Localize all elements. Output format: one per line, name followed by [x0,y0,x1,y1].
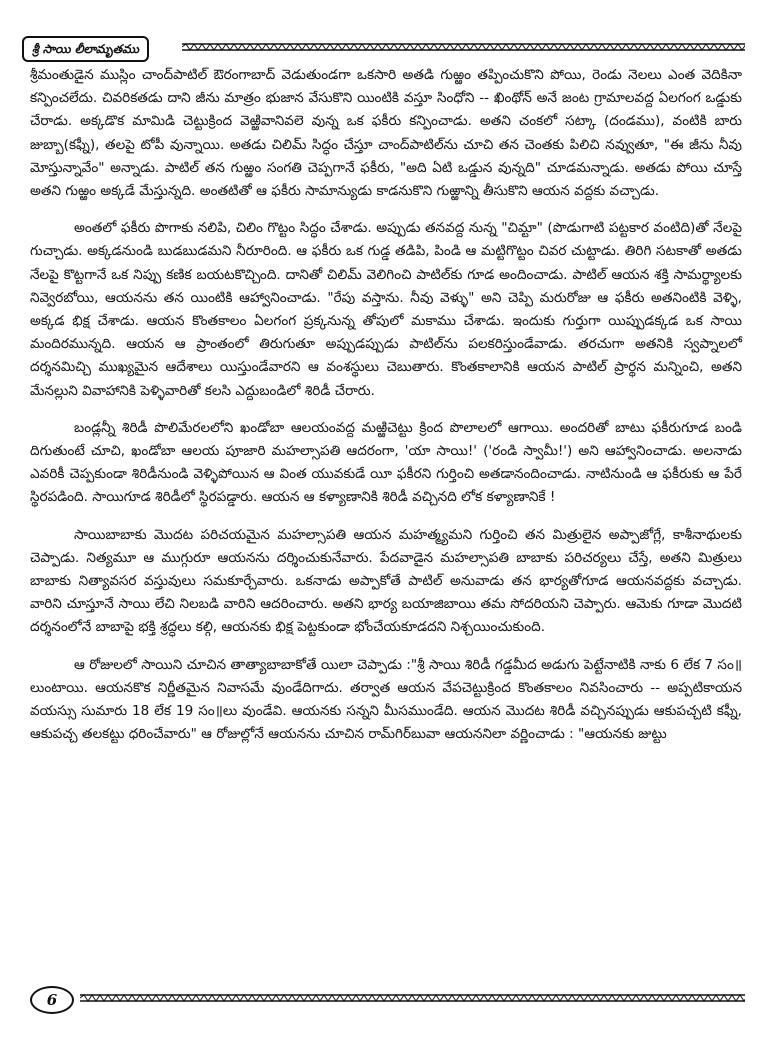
paragraph: బండ్లన్నీ శిరిడీ పొలిమేరలలోని ఖండోబా ఆలయంవద్ద మఱ్ఱిచెట్టు క్రింద పొలాలలో ఆగాయి. అందరితో బాటు ఫకీరుగూడ బండి దిగుతుంటే చూచి, ఖండోబా ఆలయ పూజారి మహల్సాపతి ఆదరంగా, 'యా సాయి!' ('రండి స్వామీ!') అని ఆహ్వానించాడు. అలనాడు ఎవరికీ చెప్పకుండా శిరిడీనుండి వెళ్ళిపోయిన ఆ వింత యువకుడే యీ ఫకీరని గుర్తించి అతడానందించాడు. నాటినుండి ఆ ఫకీరుకు ఆ పేరే స్థిరపడింది. సాయిగూడ శిరిడీలో స్థిరపడ్డారు. ఆయన ఆ కళ్యాణానికి శిరిడీ వచ్చినది లోక కళ్యాణానికే ! [30,419,742,506]
paragraph: అంతలో ఫకీరు పొగాకు నలిపి, చిలిం గొట్టం సిద్ధం చేశాడు. అప్పుడు తనవద్ద నున్న "చిమ్టా" (పొడుగాటి పట్టకార వంటిది)తో నేలపై గుచ్చాడు. అక్కడనుండి బుడబుడమని నీరూరింది. ఆ ఫకీరు ఒక గుడ్డ తడిపి, పిండి ఆ మట్టిగొట్టం చివర చుట్టాడు. తిరిగి సటకాతో అతడు నేలపై కొట్టగానే ఒక నిప్పు కణిక బయటకొచ్చింది. దానితో చిలిమ్ వెలిగించి పాటిల్‌కు గూడ అందించాడు. పాటిల్ ఆయన శక్తి సామర్థ్యాలకు నివ్వెరబోయి, ఆయనను తన యింటికి ఆహ్వానించాడు. "రేపు వస్తాను. నీవు వెళ్ళు" అని చెప్పి మరురోజు ఆ ఫకీరు అతనింటికి వెళ్ళి, అక్కడ భిక్ష చేశాడు. ఆయన కొంతకాలం ఏలగంగ ప్రక్కనున్న తోపులో మకాము చేశాడు. ఇందుకు గుర్తుగా యిప్పుడక్కడ ఒక సాయి మందిరమున్నది. ఆయన ఆ ప్రాంతంలో తిరుగుతూ అప్పుడప్పుడు పాటిల్‌ను పలకరిస్తుండేవాడు. తరచుగా అతనికి స్వప్నాలలో దర్శనమిచ్చి ముఖ్యమైన ఆదేశాలు యిస్తుండేవారని ఆ వంశస్థులు చెబుతారు. కొంతకాలానికి ఆయన పాటిల్ ప్రార్థన మన్నించి, అతని మేనల్లుని వివాహానికి పెళ్ళివారితో కలసి ఎద్దుబండిలో శిరిడీ చేరారు. [30,220,742,399]
running-title: శ్రీ సాయి లీలామృతము [22,36,149,62]
paragraph: ఆ రోజులలో సాయిని చూచిన తాత్యాబాబాకోతే యిలా చెప్పాడు :"శ్రీ సాయి శిరిడీ గడ్డమీద అడుగు పెట్టేనాటికి నాకు 6 లేక 7 సం॥ లుంటాయి. ఆయనకొక నిర్ణీతమైన నివాసమే వుండేదిగాదు. తర్వాత ఆయన వేపచెట్టుక్రింద కొంతకాలం నివసించారు -- అప్పటికాయన వయస్సు సుమారు 18 లేక 19 సం॥లు వుండేవి. ఆయనకు సన్నని మీసముండేది. ఆయన మొదట శిరిడీ వచ్చినప్పుడు ఆకుపచ్చటి కఫ్నీ, ఆకుపచ్చ తలకట్టు ధరించేవారు" ఆ రోజుల్లోనే ఆయనను చూచిన రామ్‌గిర్‌బువా ఆయననిలా వర్ణించాడు : "ఆయనకు జుట్టు [30,656,742,743]
page-number: 6 [30,986,74,1014]
article-body [30,64,742,760]
decorative-footer-border [80,992,745,1004]
decorative-header-border [182,41,745,53]
page-header [22,36,745,62]
page-footer [22,986,745,1014]
paragraph: సాయిబాబాకు మొదట పరిచయమైన మహల్సాపతి ఆయన మహత్మ్యమని గుర్తించి తన మిత్రులైన అప్పాజోగ్లే, కాశీనాథులకు చెప్పాడు. నిత్యమూ ఆ ముగ్గురూ ఆయనను దర్శించుకునేవారు. పేదవాడైన మహల్సాపతి బాబాకు పరిచర్యలు చేస్తే, అతని మిత్రులు బాబాకు నిత్యావసర వస్తువులు సమకూర్చేవారు. ఒకనాడు అప్పాకోతే పాటిల్ అనువాడు తన భార్యతోగూడ ఆయనవద్దకు వచ్చాడు. వారిని చూస్తూనే సాయి లేచి నిలబడి వారిని ఆదరించారు. అతని భార్య బయాజిబాయి తమ సోదరియని చెప్పారు. ఆమెకు గూడా మొదటి దర్శనంలోనే బాబాపై భక్తి శ్రద్ధలు కల్గి, ఆయనకు భిక్ష పెట్టకుండా భోంచేయకూడదని నిశ్చయించుకుంది. [30,526,742,636]
paragraph: శ్రీమంతుడైన ముస్లిం చాంద్‌పాటిల్ ఔరంగాబాద్ వెడుతుండగా ఒకసారి అతడి గుఱ్ఱం తప్పించుకొని పోయి, రెండు నెలలు ఎంత వెదికినా కన్పించలేదు. చివరికతడు దాని జీను మాత్రం భుజాన వేసుకొని యింటికి వస్తూ సింధోని -- ఖింథోన్ అనే జంట గ్రామాలవద్ద ఏలగంగ ఒడ్డుకు చేరాడు. అక్కడొక మామిడి చెట్టుక్రింద వెఱ్ఱివానివలె వున్న ఒక ఫకీరు కన్పించాడు. అతని చంకలో సట్కా (దండము), వంటికి బారు జుబ్బా(కఫ్నీ), తలపై టోపీ వున్నాయి. అతడు చిలిమ్ సిద్ధం చేస్తూ చాంద్‌పాటిల్‌ను చూచి తన చెంతకు పిలిచి నవ్వుతూ, "ఈ జీను నీవు మోస్తున్నావేం" అన్నాడు. పాటిల్ తన గుఱ్ఱం సంగతి చెప్పగానే ఫకీరు, "అది ఏటి ఒడ్డున వున్నది" చూడమన్నాడు. అతడు పోయి చూస్తే అతని గుఱ్ఱం అక్కడే మేస్తున్నది. అంతటితో ఆ ఫకీరు సామాన్యుడు కాడనుకొని గుఱ్ఱాన్ని తీసుకొని ఆయన వద్దకు వచ్చాడు. [30,67,742,200]
